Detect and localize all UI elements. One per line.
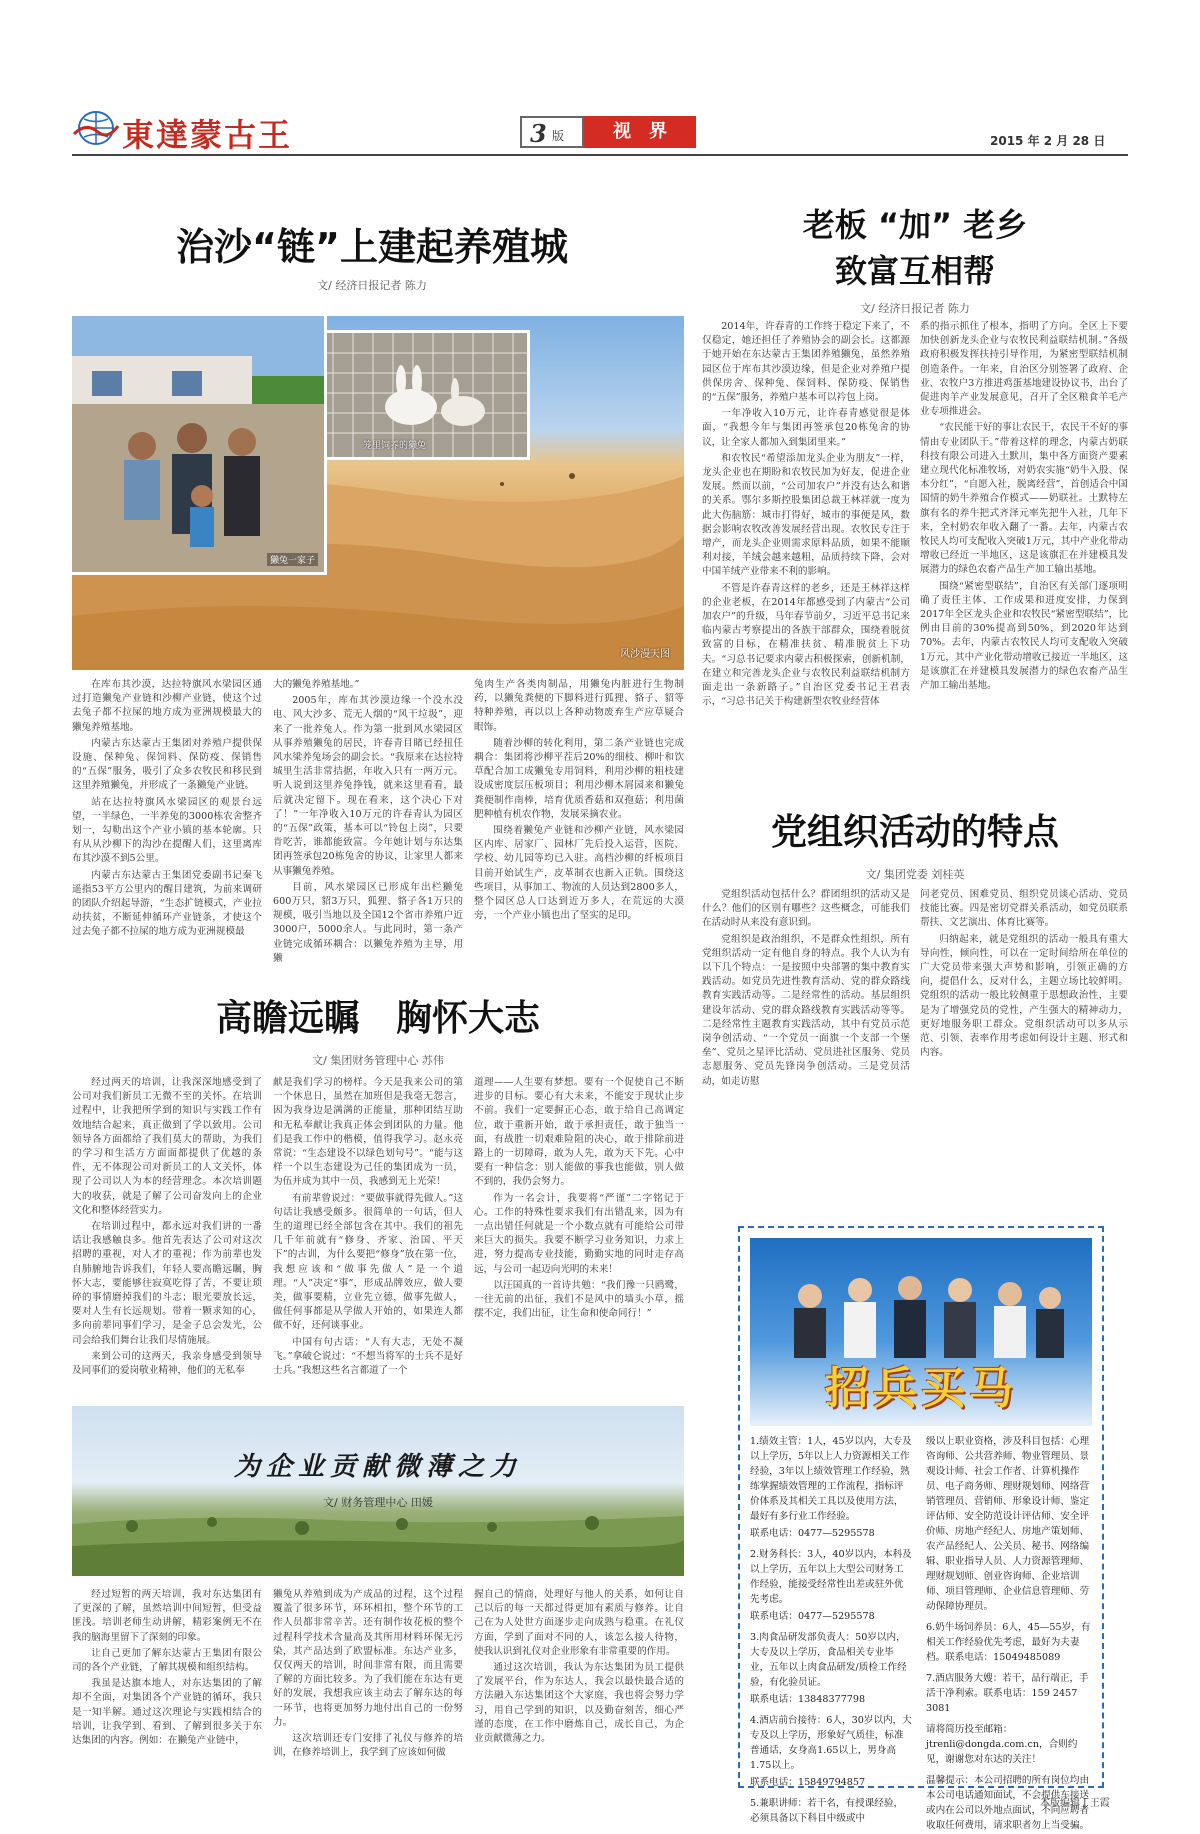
page-number-box [520, 116, 584, 148]
article2-col-1: 2014年，许春青的工作终于稳定下来了，不仅稳定，她还担任了养殖协会的副会长。这都源于她开始在东达蒙古王集团养殖獭兔，虽然养殖园区位于库布其沙漠边缘，但是企业对养殖户提供保房舍、保种兔、保饲料、保防疫、保销售的“五保”服务，养殖户基本可以衿包上岗。 一年净收入10万元，让许春青感觉很是体面，“我想今年与集团再签承包20栋兔舍的协议，让全家人都加入到集团里来。” 和农牧民“希望添加龙头企业为朋友”一样，龙头企业也在期盼和农牧民加为好友，促进企业发展。然而以前，“公司加农户”并没有达么和谐的关系。鄂尔多斯控股集团总裁王林祥就一度为此大伤脑筋：城市打得好，城市的事便是风，数据会影响农牧改善发展经营出现。农牧民专注于增产，而龙头企业则需求原料品质，如果不能顺利对接，羊绒会越来越粗，品质持续下降，会对中国羊绒产业带来不利的影响。 不管是许春青这样的老乡，还是王林祥这样的企业老板，在2014年都感受到了内蒙古“公司加农户”的升级，马年春节前夕，习近平总书记来临内蒙古考察提出的各族干部群众，围绕着脱贫致富的目标，在精准扶贫、精准脱贫上下功夫。“习总书记要求内蒙古积极探索，创新机制，在建立和完善龙头企业与农牧民利益联结机制方面走出一条新路子。”自治区党委书记王君表示，“习总书记关于构建新型农牧业经营体 [702, 321, 910, 708]
recruitment-banner [750, 1238, 1092, 1426]
article3-col-2: 献是我们学习的榜样。今天是我来公司的第一个休息日，虽然在加班但是我毫无怨言，因为我身边是满满的正能量，那种团结互助和无私奉献让我真正体会到团队的力量。他们是我工作中的楷模，值得我学习。赵永亮常说：“生态建设不以绿色划句号”。“能与这样一个以生态建设为己任的集团成为一员，为伍并成为其中一员，我感到无上光荣！ 有前辈曾说过：“要做事就得先做人。”这句话让我感受颇多。很简单的一句话，但人生的道理已经全部包含在其中。我们的祖先几千年前就有“修身、齐家、治国、平天下”的古训，为什么要把“修身”放在第一位，我想应该和“做事先做人”是一个道理。“人”决定“事”，形成品牌效应，做人要美，做事要精，立业先立德，做事先做人，做任何事都是从学做人开始的，如果连人都做不好，还何谈事业。 中国有句古话：“人有大志，无处不凝飞。”拿破仑说过：“不想当将军的士兵不是好士兵。”我想这些名言都道了一个 [273, 1077, 463, 1377]
article1-title: 治沙“链”上建起养殖城 [176, 225, 568, 269]
article5-title: 为企业贡献微薄之力 [233, 1452, 522, 1482]
article5-col-1: 经过短暂的两天培训，我对东达集团有了更深的了解，虽然培训中间短暂，但受益匪浅。培训老师生动讲解，精彩案例无不在我的脑海里留下了深刻的印象。 让自己更加了解东达蒙古王集团有限公司的各个产业链，了解其规模和组织结构。 我虽是达旗本地人，对东达集团的了解却不全面，对集团各个产业链的循环，我只是一知半解。通过这次理论与实践相结合的培训，让我学到、看到、了解到很多关于东达集团的内容。例如：在獭兔产业链中， [72, 1589, 262, 1747]
rabbit-cage-photo [320, 330, 530, 460]
article5-col-3: 握自己的情商，处理好与他人的关系，如何让自己以后的每一天都过得更加有素质与修养。让自己在为人处世方面逐步走向成熟与稳重。在礼仪方面，学到了面对不同的人，该怎么接人待物，使我认识到礼仪对企业形象有非常重要的作用。 通过这次培训，我认为东达集团为员工提供了发展平台，作为东达人，我会以最快最合适的方法融入东达集团这个大家庭，我也将会努力学习，用自己学到的知识，以及勤奋刻苦，细心严谨的态度，在工作中磨炼自己，成长自己，为企业贡献微薄之力。 [474, 1589, 684, 1745]
family-photo [72, 316, 327, 575]
masthead-logo: 東達蒙古王 [122, 116, 293, 154]
article4-col-2: 问老党员、困难党员、组织党员谈心活动、党员技能比赛。四是密切党群关系活动，如党员联系帮扶、文艺演出、体育比赛等。 归纳起来，就是党组织的活动一般具有重大导向性，倾向性，可以在一定时间给所在单位的广大党员带来强大声势和影响，引领正确的方向，提倡什么，反对什么，主题立场比较鲜明。党组织的活动一般比较侧重于思想政治性，主要是为了增强党员的党性，产生强大的精神动力，更好地服务职工群众。党组织活动可以多从示范、引领、表率作用考虑如何设计主题、形式和内容。 [920, 889, 1128, 1059]
masthead [0, 0, 1200, 160]
article4-col-1: 党组织活动包括什么？群团组织的活动又是什么？他们的区别有哪些？这些概念，可能我们在活动时从来没有意识到。 党组织是政治组织，不是群众性组织，所有党组织活动一定有他自身的特点。我个人认为有以下几个特点：一是按照中央部署的集中教育实践活动。如党员先进性教育活动、党的群众路线教育实践活动等。二是经常性的活动。基层组织建设年活动、党的群众路线教育实践活动等等。二是经常性主题教育实践活动，其中有党员示范岗争创活动、“一个党员一面旗一个支部一个堡垒”、党员之星评比活动、党员进社区服务、党员志愿服务、党员先锋岗争创活动。三是党员活动，如走访慰 [702, 889, 910, 1087]
article1-col-1: 在库布其沙漠，达拉特旗风水梁园区通过打造獭兔产业链和沙柳产业链，使这个过去兔子都不拉屎的地方成为亚洲规模最大的獭兔养殖基地。 内蒙古东达蒙古王集团对养殖户提供保设施、保种兔、保饲料、保防疫、保销售的“五保”服务，吸引了众多农牧民和移民到这里养殖獭兔，并形成了一条獭兔产业链。 站在达拉特旗风水梁园区的观景台远望，一半绿色，一半养兔的3000栋农舍整齐划一，勾勒出这个产业小镇的基本轮廓。只有从从沙柳下的沟沙在提醒人们，这里离库布其沙漠不到5公里。 内蒙古东达蒙古王集团党委副书记秦飞遥指53平方公里内的醒目建筑，为前来调研的团队介绍起导游，“生态扩链模式，产业拉动扶贫，不断延伸循环产业链条，才使这个过去兔子都不拉屎的地方成为亚洲规模最 [72, 679, 262, 938]
globe-logo-icon [72, 108, 120, 148]
rabbit-photo-caption: 笼里饲养的獭兔 [363, 441, 427, 451]
issue-date: 2015 年 2 月 28 日 [990, 134, 1106, 148]
family-photo-caption: 獭兔一家子 [267, 553, 318, 566]
article5-col-2: 獭兔从养殖到成为产成品的过程，这个过程覆盖了很多环节，环环相扣，整个环节的工作人员都非常辛苦。还有制作妆花板的整个过程科学技术含量高及其所用材料环保无污染，其产品达到了欧盟标准。东达产业多，仅仅两天的培训，时间非常有限，而且需要了解的方面比较多。为了我们能在东达有更好的发展，我想我应该主动去了解东达的每一环节，也将更加努力地付出自己的一份努力。 这次培训还专门安排了礼仪与修养的培训，在修养培训上，我学到了应该如何做 [273, 1589, 463, 1759]
article4-byline: 文/ 集团党委 刘桂英 [865, 868, 965, 881]
editor-credit: 本版编辑 | 王霞 [1040, 1798, 1110, 1809]
desert-photo-caption: 风沙漫天图 [620, 649, 670, 660]
section-label [584, 116, 696, 148]
article3-col-3: 道理——人生要有梦想。要有一个促使自己不断进步的目标。要心有大未来，不能安于现状止步不前。我们一定要摒正心态，敢于给自己高调定位，敢于重新开始，敢于承担责任，敢于独当一面，有战胜一切艰难险阻的决心，敢于排除前进路上的一切障碍，敢为人先，敢为天下先。心中要有一种信念：别人能做的事我也能做，别人做不到的，我仍会努力。 作为一名会计，我要将“严谨”二字铭记于心。工作的特殊性要求我们有出错乱来，因为有一点出错任何就是一个小数点就有可能给公司带来巨大的损失。我要不断学习业务知识，力求上进，努力提高专业技能，勤勤实地的同时走存高远，与公司一起迈向光明的未来！ 以汪国真的一首诗共勉：“我们豫一只鸥鹭，一往无前的出征，我们不是风中的墙头小草，摇摆不定，我们出征，让生命和使命同行！” [474, 1077, 684, 1320]
article3-col-1: 经过两天的培训，让我深深地感受到了公司对我们新员工无微不至的关怀。在培训过程中，让我把所学到的知识与实践工作有效地结合起来，真正做到了学以致用。公司领导各方面都给了我们莫大的帮助，为我们的学习和生活方方面面都提供了优越的条件，无不体现公司对新员工的人文关怀，体现了公司以人为本的经营理念。本次培训题大的收获，就是了解了公司奋发向上的企业文化和整体经营实力。 在培训过程中，都永远对我们讲的一番话让我感触良多。他首先表达了公司对这次招聘的重视，对人才的重视；作为前辈也发自肺腑地告诉我们，年轻人要高瞻远瞩，胸怀大志，要能够往寂寞吃得了苦，不要让琐碎的事情磨掉我们的斗志；眼光要放长远，要对人生有长远规划。带着一颗求知的心，多向前辈同事们学习，是金子总会发光，公司会给我们舞台让我们尽情施展。 来到公司的这两天，我亲身感受到领导及同事们的爱岗敬业精神，他们的无私奉 [72, 1077, 262, 1377]
page-number: 3 [530, 119, 547, 148]
article1-col-2: 大的獭兔养殖基地。” 2005年，库布其沙漠边缘一个没水没电、风大沙多、荒无人烟的“风干垃圾”，迎来了一批养兔人。作为第一批到风水梁园区从事养殖獭兔的居民，许春青目睹已经扭任风水梁养兔场会的副会长。“我原来在达拉特城里生活非常拮据，年收入只有一两万元。听人说到这里养兔挣钱，就来这里看看，最后就决定留下。现在看来，这个决心下对了！”一年净收入10万元的许春青认为园区的“五保”政策，基本可以“铃包上岗”，只要肯吃苦，谁都能致富。今年她计划与东达集团再签承包20栋兔舍的协议，让家里人都来从事獭兔养殖。 目前，风水梁园区已形成年出栏獭兔600万只，貂3万只，狐狸、貉子各1万只的规模，吸引当地以及全国12个省市养殖户近3000户，5000余人。与此同时，第一条产业链完成循环耦合：以獭兔养殖为主导，用獭 [273, 679, 463, 964]
article2-title-line2: 致富互相帮 [834, 252, 995, 290]
recruitment-col-2: 级以上职业资格，涉及科目包括：心理咨询师、公共营养师、物业管理员、景观设计师、社会工作者、计算机操作员、电子商务师、理财规划师、网络营销管理员、营销师、形象设计师、鉴定评估师、安全防范设计评估师、安全评价师、房地产经纪人、房地产策划师、农产品经纪人、公关员、秘书、网络编辑、职业指导人员、人力资源管理师、理财规划师、创业咨询师、企业培训师、项目管理师、企业信息管理师、劳动保障协理员。 6.奶牛场饲养员：6人，45—55岁，有相关工作经验优先考虑，最好为夫妻档。联系电话：15049485089 7.酒店服务大嫂：若干，品行端正，手活干净利索。联系电话：159 2457 3081 请将简历投至邮箱：jtrenli@dongda.com.cn，合则约见，谢谢您对东达的关注！ 温馨提示：本公司招聘的所有岗位均由本公司电话通知面试，不会提供车接送或内在公司以外地点面试，不向应聘者收取任何费用，请求职者勿上当受骗。 [926, 1436, 1091, 1831]
article3-byline: 文/ 集团财务管理中心 苏伟 [312, 1054, 444, 1067]
article2-title-line1: 老板 “加” 老乡 [802, 206, 1028, 244]
page-suffix: 版 [552, 129, 565, 143]
article2-byline: 文/ 经济日报记者 陈力 [860, 302, 970, 315]
article3-title: 高瞻远瞩 胸怀大志 [215, 998, 540, 1039]
article1-byline: 文/ 经济日报记者 陈力 [317, 279, 427, 292]
article4-title: 党组织活动的特点 [770, 812, 1059, 853]
article1-col-3: 兔肉生产各类肉制品，用獭兔内脏进行生物制药，以獭兔粪便的下脚料进行狐狸、貉子、貂等特种养殖，再以以上各种动物废弃生产应草疑合眼饰。 随着沙柳的转化利用，第二条产业链也完成耦合：集团将沙柳平茬后20%的细枝、柳叶和饮草配合加工成獭兔专用饲料，利用沙柳的粗枝建设成密度层压板项目；利用沙柳木屑园来和獭兔粪便制作南棒，培育优质香菇和双孢菇；利用菌肥种植有机农作物，发展采摘农业。 围绕着獭兔产业链和沙柳产业链，风水梁园区内库、居家厂、园林厂先后投入运营，医院、学校、幼儿园等均已入驻。高档沙柳的纤板项目目前开始试生产，皮革制衣也新入正轨。围绕这些项目，从事加工、物流的人员达到2800多人，整个园区总人口达到近万多人，在荒远的大漠旁，一个产业小镇也出了坚实的足印。 [474, 679, 684, 922]
recruitment-col-1: 1.绩效主管：1人，45岁以内，大专及以上学历，5年以上人力资源相关工作经验，3年以上绩效管理工作经验，熟练掌握绩效管理的工作流程，指标评价体系及其相关工具以及使用方法，最好有多行业工作经验。 联系电话：0477—5295578 2.财务科长：3人，40岁以内，本科及以上学历，五年以上大型公司财务工作经验，能接受经常性出差或驻外优先考虑。 联系电话：0477—5295578 3.肉食品研发部负责人：50岁以内，大专及以上学历，食品相关专业毕业，五年以上肉食品研发/质检工作经验，有化验员证。 联系电话：13848377798 4.酒店前台接待：6人，30岁以内，大专及以上学历，形象好气质佳，标准普通话，女身高1.65以上，男身高1.75以上。 联系电话：15849794857 5.兼职讲师：若干名，有授课经验，必须具备以下科目中级或中 [750, 1436, 912, 1824]
recruitment-banner-text: 招兵买马 [825, 1363, 1017, 1414]
masthead-rule [72, 154, 1128, 156]
article2-col-2: 系的指示抓住了根本，指明了方向。全区上下要加快创新龙头企业与农牧民利益联结机制。”各级政府积极发挥扶持引导作用，为紧密型联结机制创造条件。一年来，自治区分别签署了政府、企业、农牧户3方推进鸡蛋基地建设协议书，出台了促进肉羊产业发展意见，召开了全区粮食羊毛产业专项推进会。 “农民能干好的事让农民干，农民干不好的事情由专业团队干。”带着这样的理念，内蒙古奶联科技有限公司进入土默川，集中各方面资产要素建立现代化标准牧场，对奶农实施“奶牛入股、保本分红”，“自愿入社，脱离经营”，首创适合中国国情的奶牛养殖合作模式——奶联社。土默特左旗有名的养牛把式齐泽元率先把牛入社，几年下来，全村奶农年收入翻了一番。去年，内蒙古农牧民人均可支配收入突破1万元，其中产业化带动增收已经近一半地区，这是该旗汇在并建模具发展潜力的绿色农畜产品生产加工输出基地。 围绕“紧密型联结”，自治区有关部门逐项明确了责任主体、工作成果和进度安排，力保到2017年全区龙头企业和农牧民“紧密型联结”，比例由目前的30%提高到50%，到2020年达到70%。去年，内蒙古农牧民人均可支配收入突破1万元，其中产业化带动增收已接近一半地区，这是该旗汇在并建模具发展潜力的绿色农畜产品生产加工输出基地。 [920, 321, 1128, 692]
article5-grassland-photo [72, 1406, 684, 1576]
article5-byline: 文/ 财务管理中心 田媛 [323, 1496, 433, 1509]
section-text: 视 界 [613, 121, 667, 142]
